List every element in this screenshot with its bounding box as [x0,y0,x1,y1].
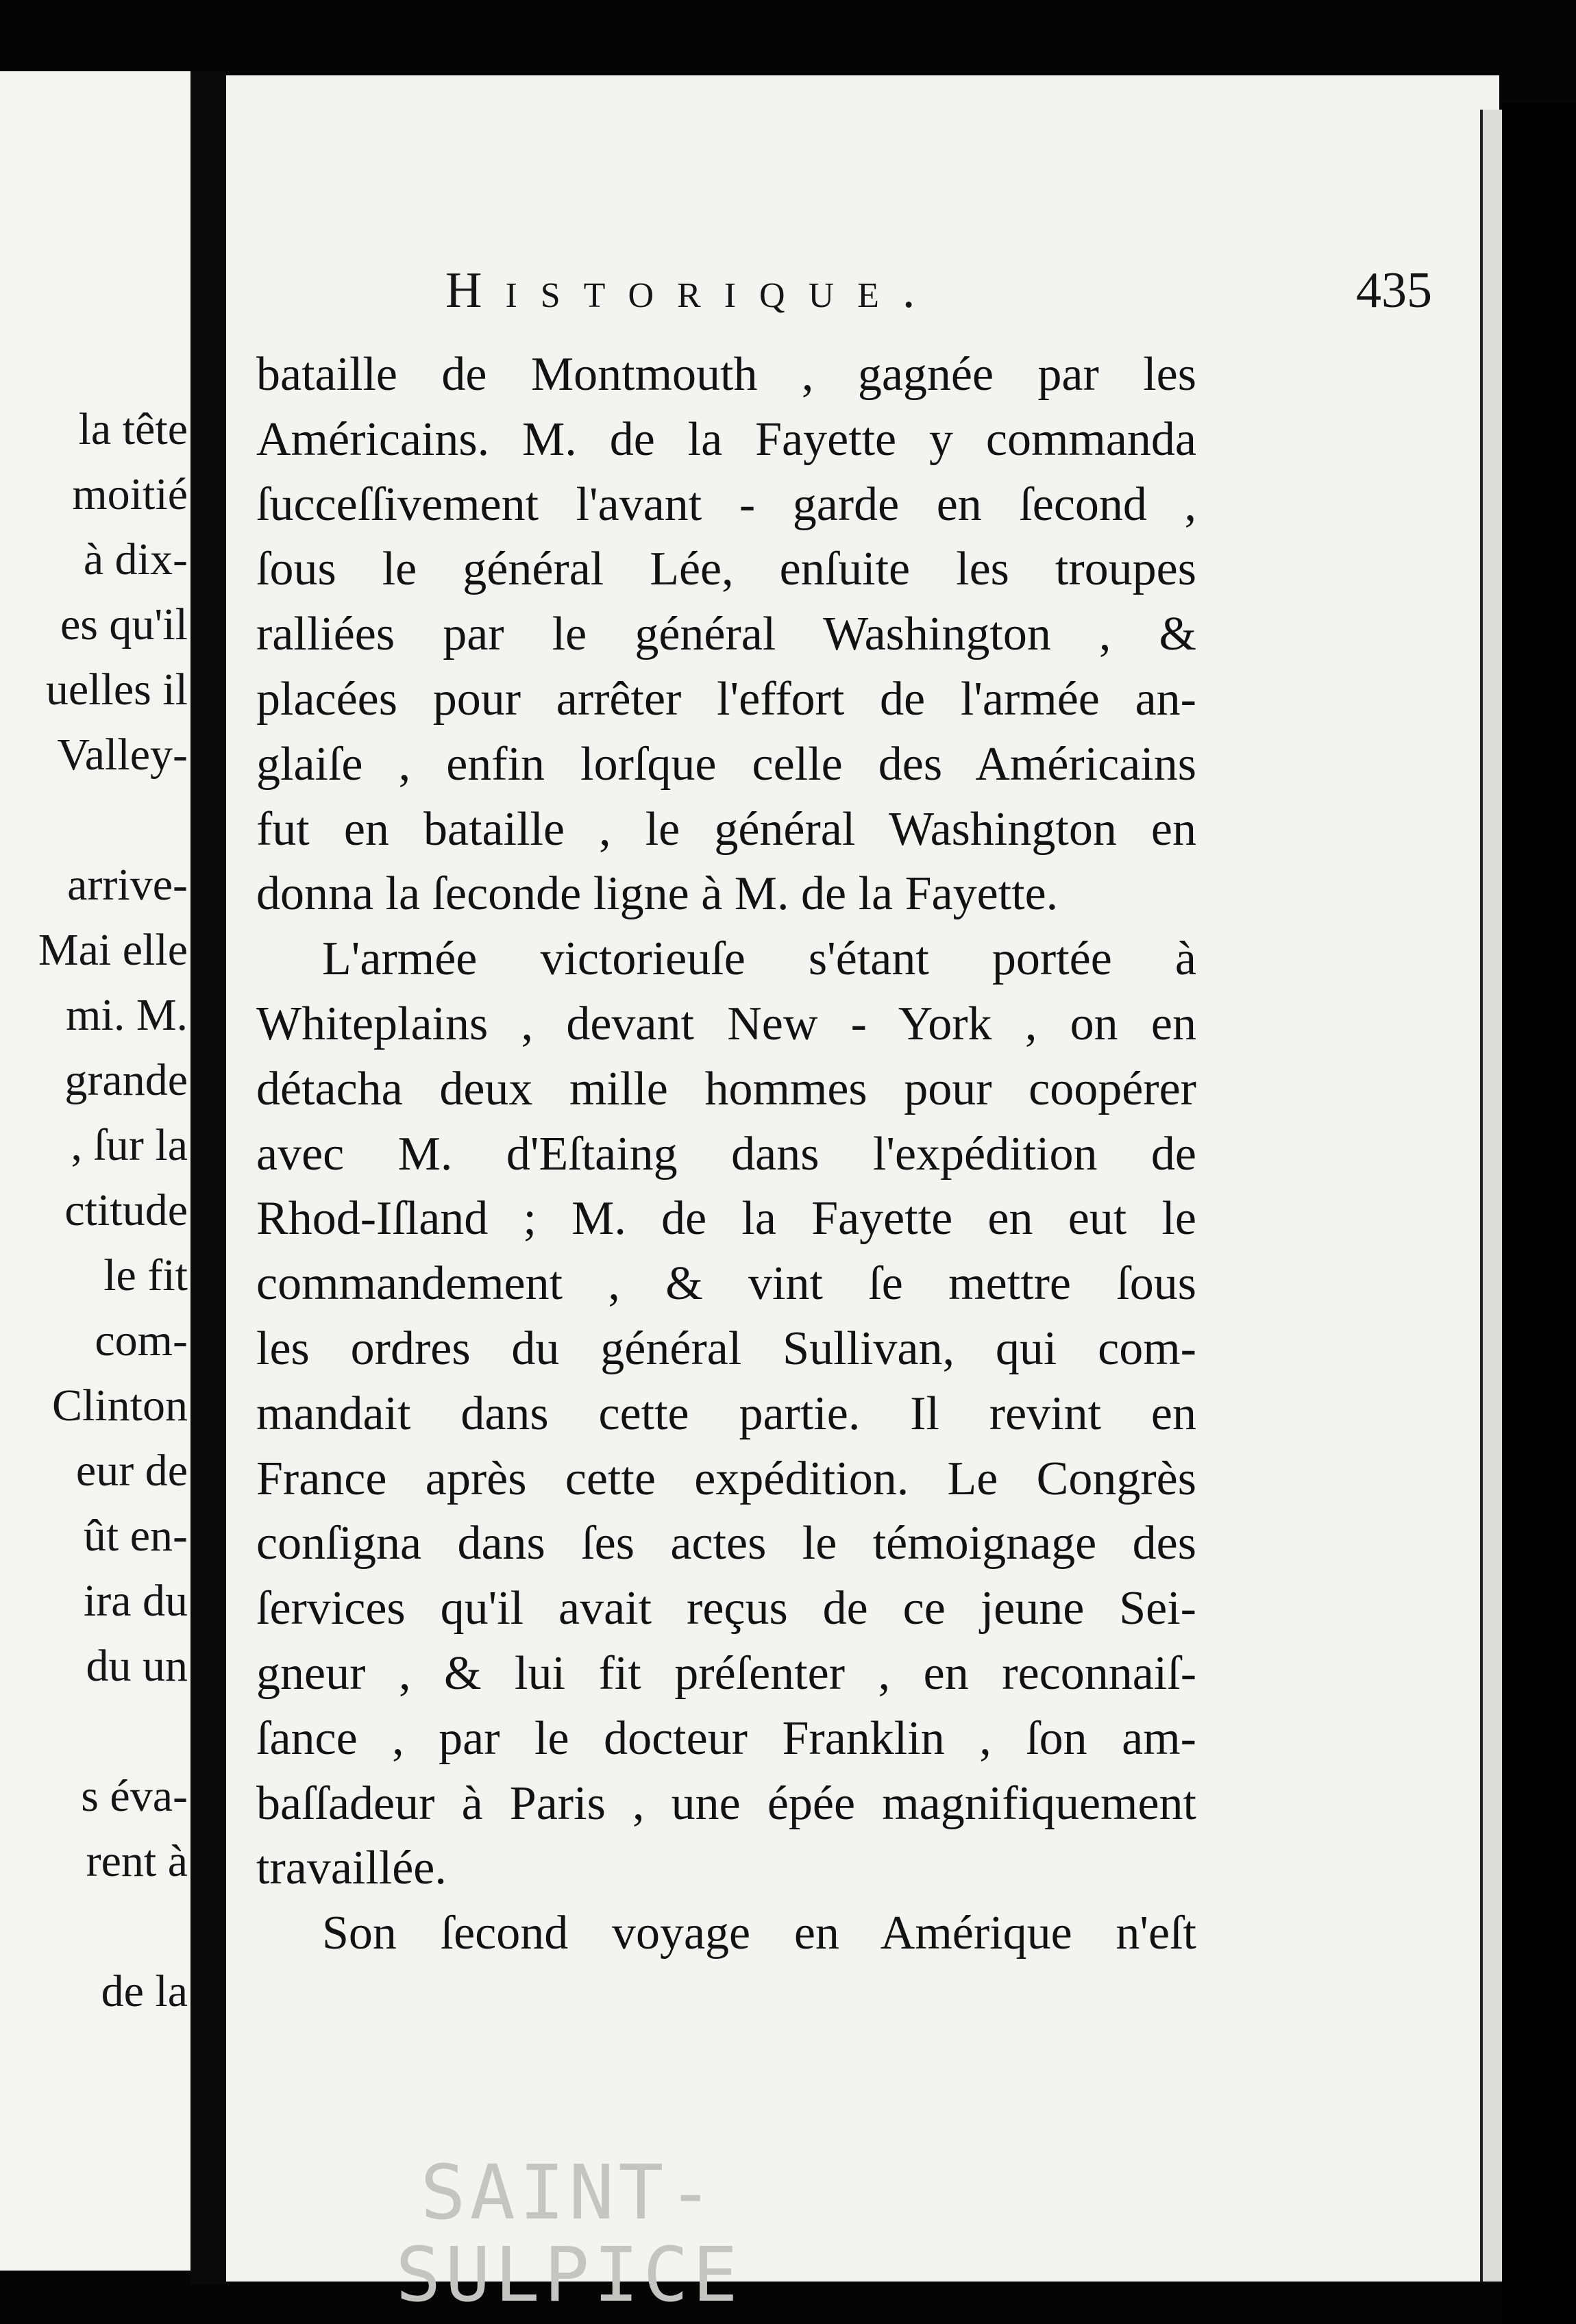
text-line: donna la ſeconde ligne à M. de la Fayette. [256,867,1059,921]
left-page-line: arrive- [67,860,188,910]
text-line: les ordres du général Sullivan, qui com- [256,1322,1196,1375]
scan-border [1502,103,1576,2324]
left-page-line: rent à [86,1836,188,1886]
page-header [445,262,1432,330]
text-line: Américains. M. de la Fayette y commanda [256,412,1196,466]
text-line: baſſadeur à Paris , une épée magnifiquement [256,1777,1196,1830]
text-line: travaillée. [256,1842,447,1895]
text-line: avec M. d'Eſtaing dans l'expédition de [256,1127,1196,1180]
text-line: France après cette expédition. Le Congrès [256,1452,1196,1505]
left-page-line: , ſur la [71,1120,188,1170]
text-line: ſervices qu'il avait reçus de ce jeune Sei- [256,1582,1196,1635]
page-edge [1480,110,1502,2282]
left-page-line: com- [95,1315,188,1365]
left-page-line: Mai elle [38,925,188,975]
book-gutter [190,71,226,2284]
text-line: ralliées par le général Washington , & [256,608,1196,661]
text-line: Whiteplains , devant New - York , on en [256,997,1196,1050]
text-line: bataille de Montmouth , gagnée par les [256,348,1196,401]
left-page-line: ctitude [64,1185,188,1235]
left-page-fragment [0,71,190,2271]
running-title: Historique. [445,262,939,319]
left-page-line: mi. M. [66,990,188,1040]
left-page-line: ira du [83,1576,188,1626]
stamp-line-2: SAINT-SULPICE [395,2149,742,2319]
left-page-line: du un [86,1641,188,1691]
text-line: ſucceſſivement l'avant - garde en ſecond , [256,478,1196,531]
main-page [226,75,1499,2282]
text-line: gneur , & lui fit préſenter , en reconnaiſ- [256,1646,1196,1700]
text-line: L'armée victorieuſe s'étant portée à [322,932,1196,986]
left-page-line: à dix- [83,534,188,584]
left-page-line: grande [64,1055,188,1105]
left-page-line: es qu'il [60,599,188,650]
library-stamp [260,2149,877,2319]
left-page-line: de la [101,1966,188,2016]
text-line: ſance , par le docteur Franklin , ſon am- [256,1711,1196,1765]
text-line: fut en bataille , le général Washington en [256,802,1196,856]
text-line: glaiſe , enfin lorſque celle des Américains [256,737,1196,791]
left-page-line: la tête [78,404,188,454]
text-line: commandement , & vint ſe mettre ſous [256,1257,1196,1311]
left-page-line: le fit [103,1250,188,1300]
left-page-line: moitié [72,469,188,519]
text-line: placées pour arrêter l'effort de l'armée an- [256,672,1196,726]
left-page-line: Clinton [51,1381,188,1431]
text-line: Rhod-Iſland ; M. de la Fayette en eut le [256,1192,1196,1246]
text-line: Son ſecond voyage en Amérique n'eſt [322,1907,1196,1960]
text-line: conſigna dans ſes actes le témoignage des [256,1517,1196,1570]
text-line: détacha deux mille hommes pour coopérer [256,1062,1196,1115]
page-number: 435 [1356,262,1432,319]
text-line: mandait dans cette partie. Il revint en [256,1387,1196,1440]
left-page-line: uelles il [45,665,188,715]
left-page-line: eur de [75,1446,188,1496]
left-page-line: Valley- [57,730,188,780]
left-page-line: ût en- [83,1511,188,1561]
body-text [256,343,1196,1966]
left-page-line: s éva- [81,1771,188,1821]
text-line: ſous le général Lée, enſuite les troupes [256,543,1196,596]
